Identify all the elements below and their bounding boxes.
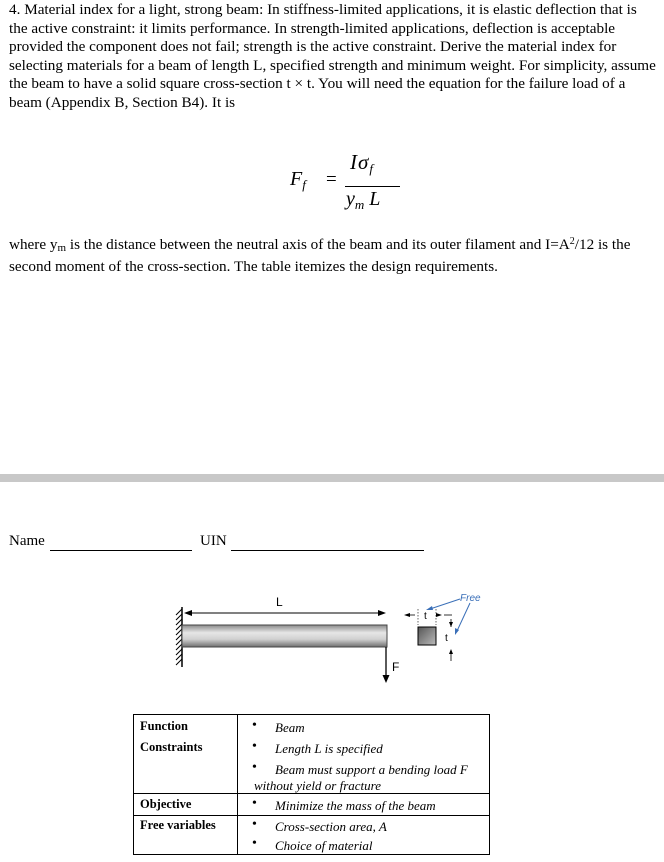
bullet: • [252,760,257,775]
uin-field[interactable] [231,550,424,551]
objective-value: Minimize the mass of the beam [275,798,436,813]
failure-load-equation [290,150,410,220]
problem-statement [9,1,659,113]
bullet: • [252,718,257,733]
table-column-divider [237,715,238,854]
bullet: • [252,796,257,811]
free-variables-label: Free variables [140,818,216,832]
problem-text: In stiffness-limited applications, it is elastic deflection that is the active constraint: it limits performance. In strength-limited applications, deflection is acceptable provided the component does not fail; strength is the active constraint. Derive the material index for selecting materials for a beam of length L, specified strength and minimum weight. For simplicity, assume the beam to have a solid square cross-section t × t. You will need the equation for the failure load of a beam (Appendix B, Section B4). It is [9,1,656,111]
problem-number: 4. [9,1,21,18]
length-label: L [276,595,283,609]
height-dimension [449,619,453,661]
problem-title: Material index for a light, strong beam: [24,1,264,18]
width-dimension [404,609,452,625]
bullet: • [252,739,257,754]
bullet: • [252,817,257,832]
beam [182,625,387,647]
free-variable-material: Choice of material [275,838,373,853]
function-value: Beam [275,720,305,735]
uin-label: UIN [200,533,227,549]
table-row-divider [134,815,489,816]
name-label: Name [9,533,45,549]
problem-paragraph [9,1,659,113]
equation-equals: = [326,169,337,190]
definition-paragraph: where $y_m$ is the distance between the neutral axis of the beam and its outer filament and $I=A^2/12$ is the second moment of the cross-section. The table itemizes the design requirements. [9,236,631,275]
section-divider [0,474,664,482]
force-label: F [392,660,400,674]
width-t-label: t [424,611,427,622]
length-dimension-arrow [184,610,386,616]
cross-section-square [418,627,436,645]
constraint-load: Beam must support a bending load F [275,762,468,777]
bullet: • [252,836,257,851]
equation-denominator: $y_m$ L [346,188,381,212]
equation-numerator: $I\sigma_f$ [350,150,374,176]
objective-label: Objective [140,797,192,811]
constraint-length: Length L is specified [275,741,383,756]
constraints-label: Constraints [140,740,203,754]
design-requirements-table [133,714,490,855]
height-t-label: t [445,633,448,644]
wall-support [176,607,182,667]
free-variable-area: Cross-section area, A [275,819,387,834]
cantilever-beam-diagram [160,585,500,695]
force-arrow [383,647,390,683]
free-label: Free [460,593,481,604]
function-label: Function [140,719,188,733]
constraint-load-continued: without yield or fracture [254,778,381,793]
equation-lhs: $F_f$ [290,168,306,192]
name-field[interactable] [50,550,192,551]
student-info-row [9,533,649,553]
